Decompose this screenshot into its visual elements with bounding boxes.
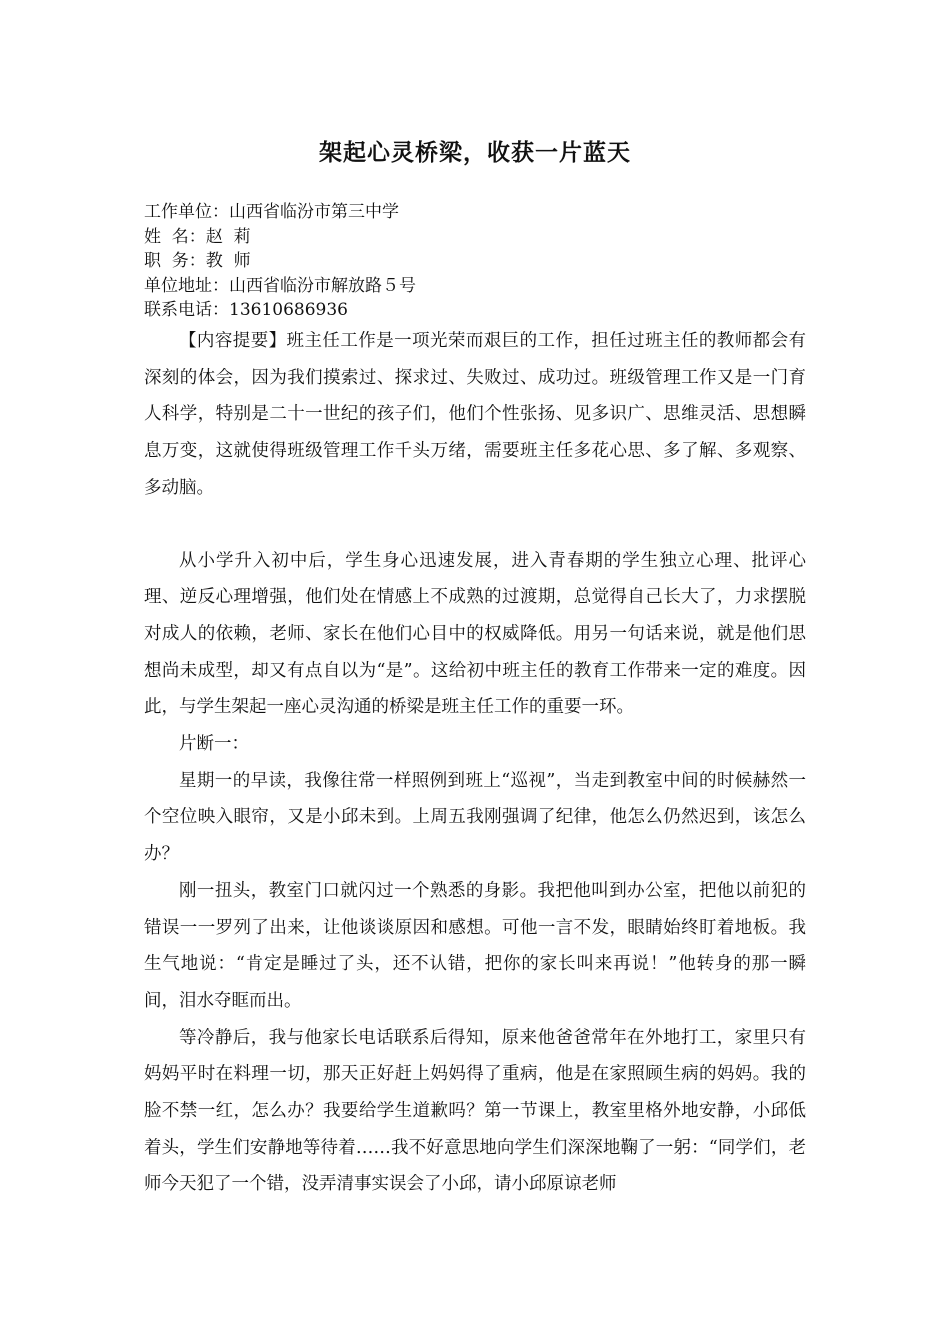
- info-address: 单位地址：山西省临汾市解放路５号: [144, 275, 416, 296]
- author-info-block: [144, 200, 814, 323]
- body-paragraph: 星期一的早读，我像往常一样照例到班上“巡视”，当走到教室中间的时候赫然一个空位映入眼帘，又是小邱未到。上周五我刚强调了纪律，他怎么仍然迟到，该怎么办？: [144, 770, 806, 865]
- document-title: 架起心灵桥梁，收获一片蓝天: [319, 139, 631, 166]
- paragraph-gap: [144, 507, 806, 543]
- info-work-unit: 工作单位：山西省临汾市第三中学: [144, 202, 399, 222]
- body-paragraph: 刚一扭头，教室门口就闪过一个熟悉的身影。我把他叫到办公室，把他以前犯的错误一一罗列了出来，让他谈谈原因和感想。可他一言不发，眼睛始终盯着地板。我生气地说：“肯定是睡过了头，还不认错，把你的家长叫来再说！”他转身的那一瞬间，泪水夺眶而出。: [144, 880, 806, 1011]
- info-phone: 联系电话：13610686936: [144, 300, 348, 320]
- info-name: 姓 名：赵 莉: [144, 226, 251, 247]
- body-paragraph: 从小学升入初中后，学生身心迅速发展，进入青春期的学生独立心理、批评心理、逆反心理增强，他们处在情感上不成熟的过渡期，总觉得自己长大了，力求摆脱对成人的依赖，老师、家长在他们心目中的权威降低。用另一句话来说，就是他们思想尚未成型，却又有点自以为“是”。这给初中班主任的教育工作带来一定的难度。因此，与学生架起一座心灵沟通的桥梁是班主任工作的重要一环。: [144, 550, 806, 718]
- abstract-paragraph: 【内容提要】班主任工作是一项光荣而艰巨的工作，担任过班主任的教师都会有深刻的体会，因为我们摸索过、探求过、失败过、成功过。班级管理工作又是一门育人科学，特别是二十一世纪的孩子们，他们个性张扬、见多识广、思维灵活、思想瞬息万变，这就使得班级管理工作千头万绪，需要班主任多花心思、多了解、多观察、多动脑。: [144, 331, 806, 498]
- section-heading: 片断一：: [179, 734, 249, 755]
- info-position: 职 务：教 师: [144, 251, 251, 271]
- body-paragraph: 等冷静后，我与他家长电话联系后得知，原来他爸爸常年在外地打工，家里只有妈妈平时在料理一切，那天正好赶上妈妈得了重病，他是在家照顾生病的妈妈。我的脸不禁一红，怎么办？我要给学生道歉吗？第一节课上，教室里格外地安静，小邱低着头，学生们安静地等待着……我不好意思地向学生们深深地鞠了一躬：“同学们，老师今天犯了一个错，没弄清事实误会了小邱，请小邱原谅老师: [144, 1027, 806, 1195]
- document-body: [144, 323, 806, 1203]
